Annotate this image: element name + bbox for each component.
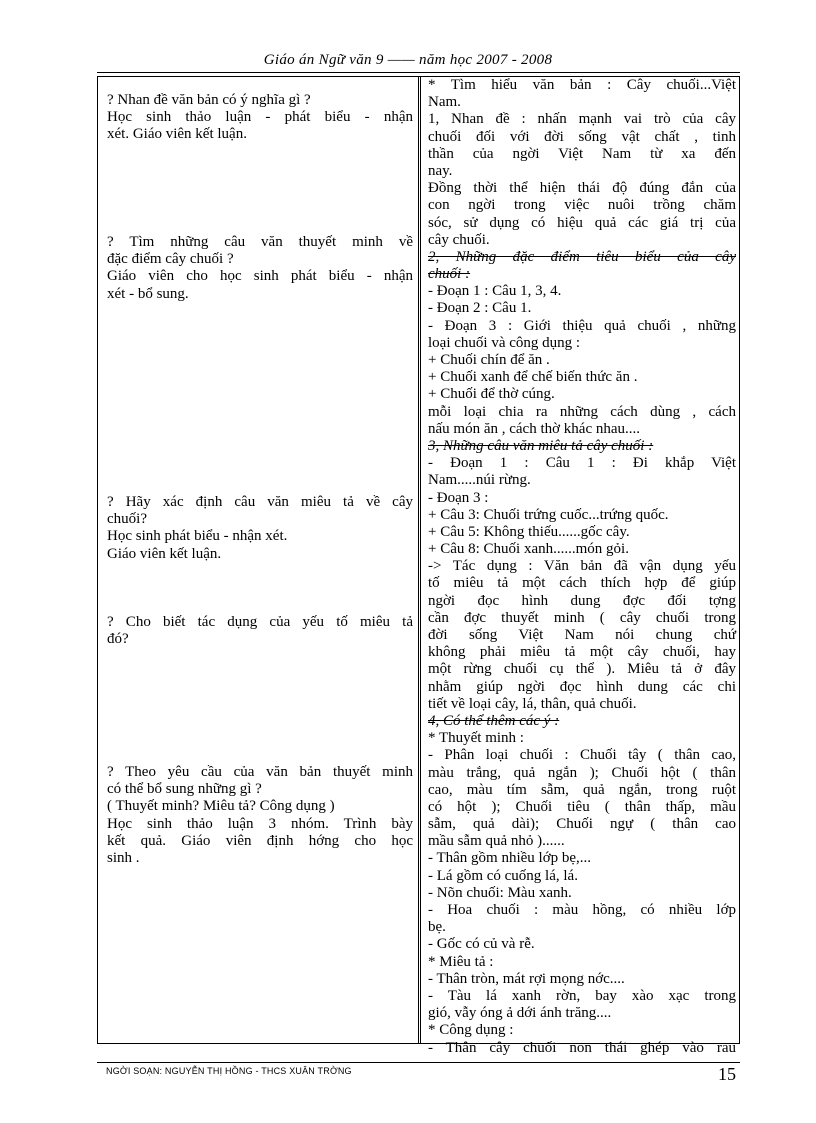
- content-line: - Đoạn 3 :: [428, 489, 489, 506]
- content-line: + Chuối chín để ăn .: [428, 352, 550, 368]
- activity-line: sinh .: [107, 849, 140, 866]
- teacher-activity-block: [107, 614, 413, 648]
- content-line: - Lá gồm có cuống lá, lá.: [428, 867, 578, 884]
- content-line: ngời đọc hình dung đợc đối tợng: [428, 592, 736, 609]
- content-line: cao, màu tím sẫm, quả ngắn, trong ruột: [428, 781, 736, 798]
- activity-line: Giáo viên kết luận.: [107, 545, 222, 562]
- footer-rule: [97, 1062, 740, 1063]
- content-line: không phải miêu tả một cây chuối, hay: [428, 644, 736, 661]
- content-line: + Câu 3: Chuối trứng cuốc...trứng quốc.: [428, 506, 669, 523]
- content-line: con ngời trong việc nuôi trồng chăm: [428, 197, 736, 214]
- content-line: + Chuối để thờ cúng.: [428, 386, 555, 403]
- activity-line: Học sinh thảo luận - phát biểu - nhận: [107, 109, 413, 126]
- activity-line: ? Tìm những câu văn thuyết minh về: [107, 234, 413, 250]
- activity-line: ? Nhan đề văn bản có ý nghĩa gì ?: [107, 92, 311, 108]
- content-line: 1, Nhan đề : nhấn mạnh vai trò của cây: [428, 111, 736, 128]
- activity-line: xét. Giáo viên kết luận.: [107, 126, 247, 143]
- content-line: - Đoạn 2 : Câu 1.: [428, 300, 532, 317]
- activity-line: ? Cho biết tác dụng của yếu tố miêu tả: [107, 614, 413, 630]
- content-line: 2, Những đặc điểm tiêu biểu của cây: [428, 248, 736, 265]
- content-line: + Câu 8: Chuối xanh......món gỏi.: [428, 541, 629, 558]
- teacher-activity-block: [107, 92, 413, 144]
- content-line: -> Tác dụng : Văn bản đã vận dụng yếu: [428, 558, 736, 575]
- page-number: 15: [718, 1064, 736, 1084]
- content-line: tố miêu tả một cách thích hợp để giúp: [428, 575, 736, 592]
- lesson-table: [97, 76, 740, 1056]
- content-line: chuối đối với đời sống vật chất , tinh: [428, 128, 736, 145]
- content-line: gió, vẫy óng ả dới ánh trăng....: [428, 1005, 612, 1022]
- content-line: sẫm, quả dài); Chuối ngự ( thân cao: [428, 816, 736, 833]
- content-line: - Đoạn 1 : Câu 1, 3, 4.: [428, 283, 562, 300]
- content-line: bẹ.: [428, 919, 446, 936]
- content-line: thần của ngời Việt Nam từ xa đến: [428, 145, 736, 162]
- content-line: * Tìm hiểu văn bản : Cây chuối...Việt: [428, 77, 736, 93]
- page-header-title: Giáo án Ngữ văn 9 —— năm học 2007 - 2008: [263, 52, 553, 68]
- content-line: mỗi loại chia ra những cách dùng , cách: [428, 403, 736, 420]
- content-line: tiết về loại cây, lá, thân, quả chuối.: [428, 695, 637, 712]
- content-line: * Công dụng :: [428, 1022, 514, 1039]
- content-line: - Thân gồm nhiều lớp bẹ,...: [428, 850, 592, 867]
- activity-line: chuối?: [107, 511, 147, 528]
- content-line: cần đợc thuyết minh ( cây chuối trong: [428, 609, 736, 626]
- content-line: loại chuối và công dụng :: [428, 334, 581, 351]
- activity-line: có thể bổ sung những gì ?: [107, 781, 262, 798]
- content-line: * Thuyết minh :: [428, 730, 524, 747]
- activity-line: đó?: [107, 631, 129, 648]
- content-line: có hột ); Chuối tiêu ( thân thấp, mầu: [428, 798, 736, 815]
- teacher-activity-column: [107, 77, 413, 1043]
- teacher-activity-block: [107, 764, 413, 867]
- content-line: - Tàu lá xanh rờn, bay xào xạc trong: [428, 987, 736, 1004]
- activity-line: đặc điểm cây chuối ?: [107, 251, 234, 268]
- content-line: - Nõn chuối: Màu xanh.: [428, 884, 572, 901]
- content-line: đời sống Việt Nam nói chung chứ: [428, 627, 736, 643]
- content-line: - Đoạn 1 : Câu 1 : Đi khắp Việt: [428, 455, 736, 472]
- content-line: Nam.: [428, 94, 461, 111]
- activity-line: Học sinh phát biểu - nhận xét.: [107, 528, 288, 545]
- content-column: [428, 77, 736, 1056]
- column-divider: [418, 77, 421, 1043]
- activity-line: xét - bổ sung.: [107, 285, 189, 302]
- content-line: mầu sẫm quả nhỏ )......: [428, 833, 565, 850]
- content-line: - Hoa chuối : màu hồng, có nhiều lớp: [428, 902, 736, 918]
- footer-author: NGỜI SOẠN: NGUYỄN THỊ HỒNG - THCS XUÂN TRỜNG: [106, 1066, 352, 1076]
- content-line: chuối :: [428, 266, 471, 283]
- content-line: nấu món ăn , cách thờ khác nhau....: [428, 420, 641, 437]
- content-line: - Thân tròn, mát rợi mọng nớc....: [428, 970, 625, 987]
- content-line: - Đoạn 3 : Giới thiệu quả chuối , những: [428, 317, 736, 334]
- content-line: Nam.....núi rừng.: [428, 472, 531, 489]
- content-line: * Miêu tả :: [428, 953, 494, 970]
- teacher-activity-block: [107, 494, 413, 563]
- teacher-activity-block: [107, 234, 413, 303]
- content-line: nay.: [428, 162, 453, 179]
- activity-line: ? Theo yêu cầu của văn bản thuyết minh: [107, 764, 413, 780]
- activity-line: ( Thuyết minh? Miêu tả? Công dụng ): [107, 798, 335, 815]
- content-line: 3, Những câu văn miêu tả cây chuối :: [428, 437, 654, 454]
- content-line: nhằm giúp ngời đọc hình dung các chi: [428, 678, 736, 695]
- content-line: - Thân cây chuối non thái ghép vào rau: [428, 1039, 736, 1056]
- content-line: - Phân loại chuối : Chuối tây ( thân cao,: [428, 747, 736, 764]
- content-line: một rừng chuối cụ thể ). Miêu tả ở đây: [428, 661, 736, 678]
- content-line: màu trắng, quả ngắn ); Chuối hột ( thân: [428, 764, 736, 781]
- content-line: cây chuối.: [428, 231, 490, 248]
- content-line: sóc, sử dụng có hiệu quả các giá trị của: [428, 214, 736, 231]
- content-line: + Câu 5: Không thiếu......gốc cây.: [428, 523, 630, 540]
- activity-line: kết quả. Giáo viên định hớng cho học: [107, 832, 413, 849]
- activity-line: ? Hãy xác định câu văn miêu tả về cây: [107, 494, 413, 510]
- content-line: - Gốc có củ và rễ.: [428, 936, 535, 953]
- content-line: Đồng thời thể hiện thái độ đúng đắn của: [428, 180, 736, 197]
- header-rule: [97, 72, 740, 73]
- content-line: + Chuối xanh để chế biến thức ăn .: [428, 369, 638, 386]
- activity-line: Học sinh thảo luận 3 nhóm. Trình bày: [107, 815, 413, 832]
- content-line: 4, Có thể thêm các ý :: [428, 712, 560, 729]
- activity-line: Giáo viên cho học sinh phát biểu - nhận: [107, 268, 413, 285]
